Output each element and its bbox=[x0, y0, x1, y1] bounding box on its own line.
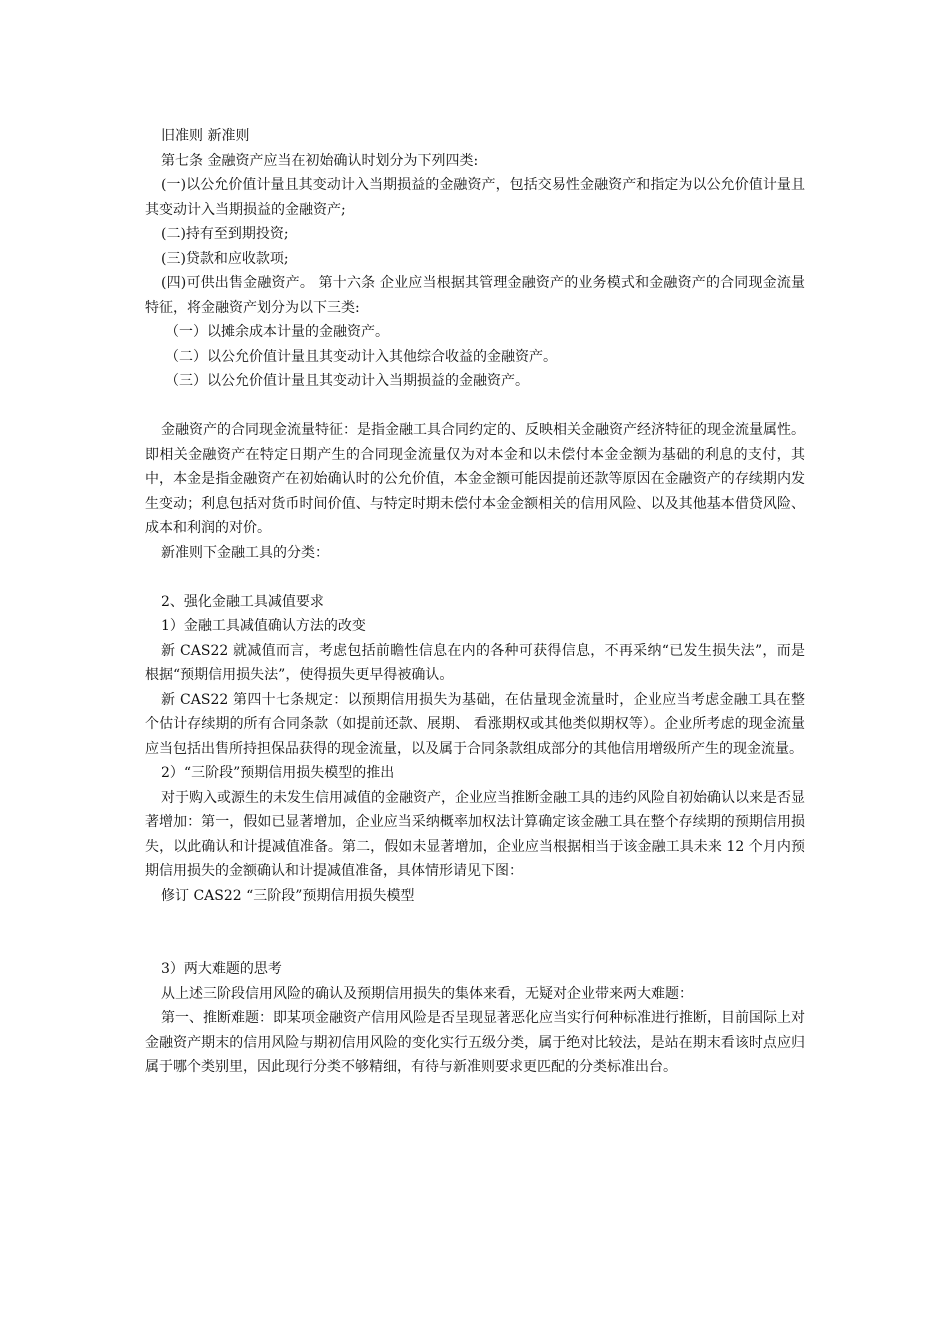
first-problem-paragraph: 第一、推断难题：即某项金融资产信用风险是否呈现显著恶化应当实行何种标准进行推断，目前国际上对金融资产期末的信用风险与期初信用风险的变化实行五级分类，属于绝对比较法，是站在期末看该时点应归属于哪个类别里，因此现行分类不够精细，有待与新准则要求更匹配的分类标准出台。 bbox=[145, 1010, 805, 1075]
document-body bbox=[145, 124, 805, 1080]
cas22-article-47-paragraph: 新 CAS22 第四十七条规定：以预期信用损失为基础，在估量现金流量时，企业应当考虑金融工具在整个估计存续期的所有合同条款（如提前还款、展期、 看涨期权或其他类似期权等）。企业所考虑的现金流量应当包括出售所持担保品获得的现金流量，以及属于合同条款组成部分的其他信用增级所产生的现金流量。 bbox=[145, 691, 805, 757]
article-7-item-2: (二)持有至到期投资; bbox=[161, 226, 289, 242]
article-7-heading: 第七条 金融资产应当在初始确认时划分为下列四类: bbox=[161, 152, 479, 169]
three-stage-model-paragraph: 对于购入或源生的未发生信用减值的金融资产，企业应当推断金融工具的违约风险自初始确认以来是否显著增加：第一，假如已显著增加，企业应当采纳概率加权法计算确定该金融工具在整个存续期的预期信用损失，以此确认和计提减值准备。第二，假如未显著增加，企业应当根据相当于该金融工具未来 12 个月内预期信用损失的金额确认和计提减值准备，具体情形请见下图： bbox=[145, 789, 805, 879]
subsection-3-heading: 3）两大难题的思考 bbox=[161, 961, 282, 977]
classification-caption: 新准则下金融工具的分类： bbox=[161, 544, 329, 561]
cash-flow-characteristics-paragraph: 金融资产的合同现金流量特征：是指金融工具合同约定的、反映相关金融资产经济特征的现金流量属性。即相关金融资产在特定日期产生的合同现金流量仅为对本金和以未偿付本金金额为基础的利息的支付，其中，本金是指金融资产在初始确认时的公允价值，本金金额可能因提前还款等原因在金融资产的存续期内发生变动；利息包括对货币时间价值、与特定时期未偿付本金金额相关的信用风险、以及其他基本借贷风险、成本和利润的对价。 bbox=[145, 422, 805, 536]
spacer bbox=[145, 908, 805, 957]
subsection-2-heading: 2）“三阶段”预期信用损失模型的推出 bbox=[161, 765, 395, 781]
article-16-item-1: （一）以摊余成本计量的金融资产。 bbox=[165, 324, 389, 340]
article-7-item-4-and-article-16: (四)可供出售金融资产。 第十六条 企业应当根据其管理金融资产的业务模式和金融资产的合同现金流量特征，将金融资产划分为以下三类: bbox=[145, 275, 805, 316]
two-problems-intro: 从上述三阶段信用风险的确认及预期信用损失的集体来看，无疑对企业带来两大难题： bbox=[161, 985, 693, 1002]
header-line: 旧准则 新准则 bbox=[161, 128, 250, 144]
spacer bbox=[145, 394, 805, 419]
figure-caption: 修订 CAS22 “三阶段”预期信用损失模型 bbox=[161, 887, 415, 904]
cas22-impairment-paragraph: 新 CAS22 就减值而言，考虑包括前瞻性信息在内的各种可获得信息，不再采纳“已发生损失法”，而是根据“预期信用损失法”，使得损失更早得被确认。 bbox=[145, 642, 805, 683]
article-7-item-1: (一)以公允价值计量且其变动计入当期损益的金融资产，包括交易性金融资产和指定为以公允价值计量且其变动计入当期损益的金融资产; bbox=[145, 177, 805, 218]
article-16-item-2: （二）以公允价值计量且其变动计入其他综合收益的金融资产。 bbox=[165, 348, 557, 365]
section-2-heading: 2、强化金融工具减值要求 bbox=[161, 593, 324, 610]
article-7-item-3: (三)贷款和应收款项; bbox=[161, 250, 289, 267]
spacer bbox=[145, 565, 805, 590]
subsection-1-heading: 1）金融工具减值确认方法的改变 bbox=[161, 618, 366, 634]
article-16-item-3: （三）以公允价值计量且其变动计入当期损益的金融资产。 bbox=[165, 373, 529, 389]
